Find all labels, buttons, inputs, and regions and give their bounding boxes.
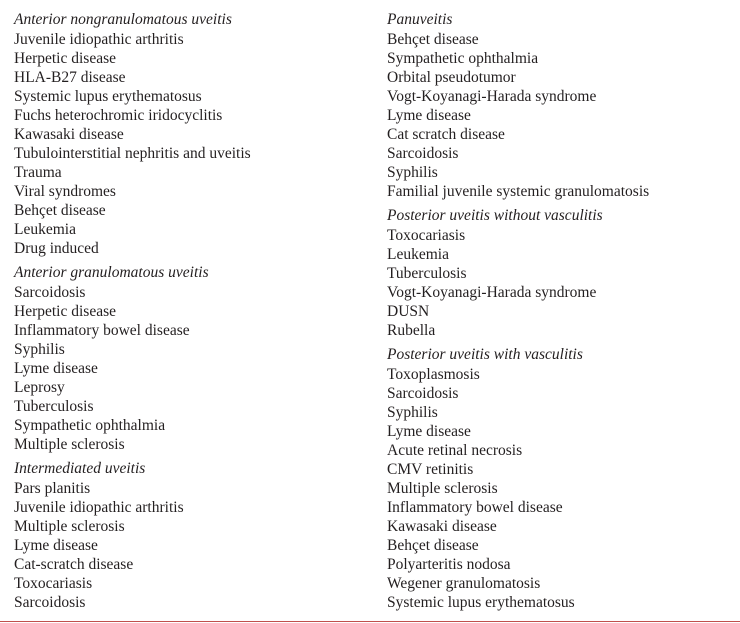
disease-item: Juvenile idiopathic arthritis bbox=[14, 31, 184, 48]
disease-item: Cat scratch disease bbox=[387, 126, 505, 143]
disease-item: Multiple sclerosis bbox=[14, 518, 125, 535]
disease-item: Systemic lupus erythematosus bbox=[387, 594, 575, 611]
category-group bbox=[387, 206, 649, 340]
category-group bbox=[387, 10, 649, 201]
disease-item: Inflammatory bowel disease bbox=[387, 499, 563, 516]
disease-item: CMV retinitis bbox=[387, 461, 474, 478]
disease-item: Sarcoidosis bbox=[14, 594, 86, 611]
disease-item: Herpetic disease bbox=[14, 50, 116, 67]
disease-item: Cat-scratch disease bbox=[14, 556, 134, 573]
disease-item: Lyme disease bbox=[14, 360, 98, 377]
disease-list bbox=[14, 479, 251, 612]
left-column bbox=[14, 10, 251, 617]
disease-item: Toxocariasis bbox=[387, 227, 466, 244]
disease-item: Herpetic disease bbox=[14, 303, 116, 320]
disease-item: Leukemia bbox=[387, 246, 449, 263]
disease-list bbox=[14, 30, 251, 258]
category-group bbox=[14, 459, 251, 612]
category-heading: Intermediated uveitis bbox=[14, 460, 146, 477]
category-group bbox=[387, 345, 649, 612]
disease-item: Multiple sclerosis bbox=[387, 480, 498, 497]
disease-item: Systemic lupus erythematosus bbox=[14, 88, 202, 105]
disease-item: Toxocariasis bbox=[14, 575, 93, 592]
disease-item: Multiple sclerosis bbox=[14, 436, 125, 453]
disease-item: Syphilis bbox=[14, 341, 65, 358]
category-group bbox=[14, 10, 251, 258]
disease-item: Rubella bbox=[387, 322, 436, 339]
disease-item: HLA-B27 disease bbox=[14, 69, 126, 86]
disease-item: Juvenile idiopathic arthritis bbox=[14, 499, 184, 516]
disease-item: Trauma bbox=[14, 164, 62, 181]
category-heading: Posterior uveitis without vasculitis bbox=[387, 207, 603, 224]
disease-item: Acute retinal necrosis bbox=[387, 442, 523, 459]
disease-item: Behçet disease bbox=[387, 537, 479, 554]
disease-item: Vogt-Koyanagi-Harada syndrome bbox=[387, 88, 597, 105]
disease-item: Tuberculosis bbox=[14, 398, 94, 415]
category-heading: Anterior granulomatous uveitis bbox=[14, 264, 209, 281]
disease-item: Toxoplasmosis bbox=[387, 366, 480, 383]
disease-item: Wegener granulomatosis bbox=[387, 575, 541, 592]
disease-list bbox=[387, 226, 649, 340]
disease-item: Leukemia bbox=[14, 221, 76, 238]
disease-item: Orbital pseudotumor bbox=[387, 69, 516, 86]
disease-item: Behçet disease bbox=[387, 31, 479, 48]
disease-item: Sarcoidosis bbox=[387, 145, 459, 162]
disease-item: Familial juvenile systemic granulomatosis bbox=[387, 183, 650, 200]
table-bottom-rule bbox=[0, 621, 740, 622]
disease-item: Fuchs heterochromic iridocyclitis bbox=[14, 107, 223, 124]
disease-item: Pars planitis bbox=[14, 480, 91, 497]
category-heading: Anterior nongranulomatous uveitis bbox=[14, 11, 232, 28]
disease-item: Kawasaki disease bbox=[387, 518, 497, 535]
disease-item: Tubulointerstitial nephritis and uveitis bbox=[14, 145, 251, 162]
disease-item: Viral syndromes bbox=[14, 183, 116, 200]
disease-item: Lyme disease bbox=[387, 107, 471, 124]
right-column bbox=[387, 10, 649, 617]
disease-item: Sympathetic ophthalmia bbox=[14, 417, 166, 434]
disease-list bbox=[387, 365, 649, 612]
disease-item: DUSN bbox=[387, 303, 430, 320]
disease-item: Inflammatory bowel disease bbox=[14, 322, 190, 339]
disease-item: Sarcoidosis bbox=[14, 284, 86, 301]
category-heading: Posterior uveitis with vasculitis bbox=[387, 346, 583, 363]
disease-list bbox=[14, 283, 251, 454]
disease-item: Lyme disease bbox=[14, 537, 98, 554]
disease-item: Behçet disease bbox=[14, 202, 106, 219]
category-heading: Panuveitis bbox=[387, 11, 453, 28]
disease-list bbox=[387, 30, 649, 201]
disease-item: Polyarteritis nodosa bbox=[387, 556, 511, 573]
disease-item: Kawasaki disease bbox=[14, 126, 124, 143]
disease-item: Vogt-Koyanagi-Harada syndrome bbox=[387, 284, 597, 301]
disease-item: Tuberculosis bbox=[387, 265, 467, 282]
disease-item: Drug induced bbox=[14, 240, 99, 257]
disease-item: Syphilis bbox=[387, 404, 438, 421]
category-group bbox=[14, 263, 251, 454]
disease-item: Sarcoidosis bbox=[387, 385, 459, 402]
disease-item: Lyme disease bbox=[387, 423, 471, 440]
disease-item: Syphilis bbox=[387, 164, 438, 181]
disease-item: Sympathetic ophthalmia bbox=[387, 50, 539, 67]
disease-item: Leprosy bbox=[14, 379, 65, 396]
